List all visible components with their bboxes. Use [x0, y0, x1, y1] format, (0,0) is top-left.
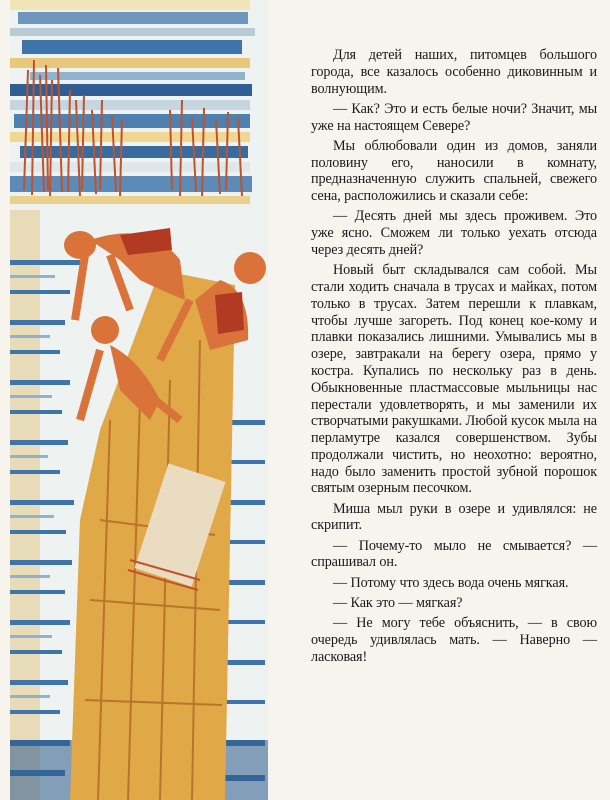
paragraph: — Не могу тебе объяснить, — в свою очередь удивлялась мать. — Наверно — ласковая!: [311, 615, 597, 665]
paragraph: Миша мыл руки в озере и удивлялся: не скрипит.: [311, 500, 597, 534]
story-text: [311, 47, 597, 665]
paragraph: — Как это — мягкая?: [333, 594, 463, 611]
pier-illustration: [10, 0, 268, 800]
paragraph: — Десять дней мы здесь проживем. Это уже ясно. Сможем ли только уехать отсюда через десять дней?: [311, 208, 597, 258]
paragraph: Мы облюбовали один из домов, заняли половину его, наносили в комнату, предназначенную служить спальней, свежего сена, расположились и сказали себе:: [311, 137, 597, 205]
paragraph: — Как? Это и есть белые ночи? Значит, мы уже на настоящем Севере?: [311, 100, 597, 134]
paragraph: — Почему-то мыло не смывается? — спрашивал он.: [311, 537, 597, 571]
paragraph: — Потому что здесь вода очень мягкая.: [333, 574, 569, 591]
illustration-panel: [10, 0, 268, 800]
paragraph: Новый быт складывался сам собой. Мы стали ходить сначала в трусах и майках, потом только в трусах. Затем перешли к плавкам, чтобы лучше загореть. Под конец кое-кому и плавки показались лишними. Умывались мы в озере, завтракали на берегу озера, прямо у костра. Купались по нескольку раз в день. Обыкновенные пластмассовые мыльницы нас перестали удовлетворять, и мы заменили их створчатыми ракушками. Любой кусок мыла на перламутре казался совершенством. Зубы продолжали чистить, но неохотно: вероятно, надо было заменить простой зубной порошок святым озерным песочком.: [311, 262, 597, 497]
paragraph: Для детей наших, питомцев большого города, все казалось особенно диковинным и волнующим.: [311, 47, 597, 97]
